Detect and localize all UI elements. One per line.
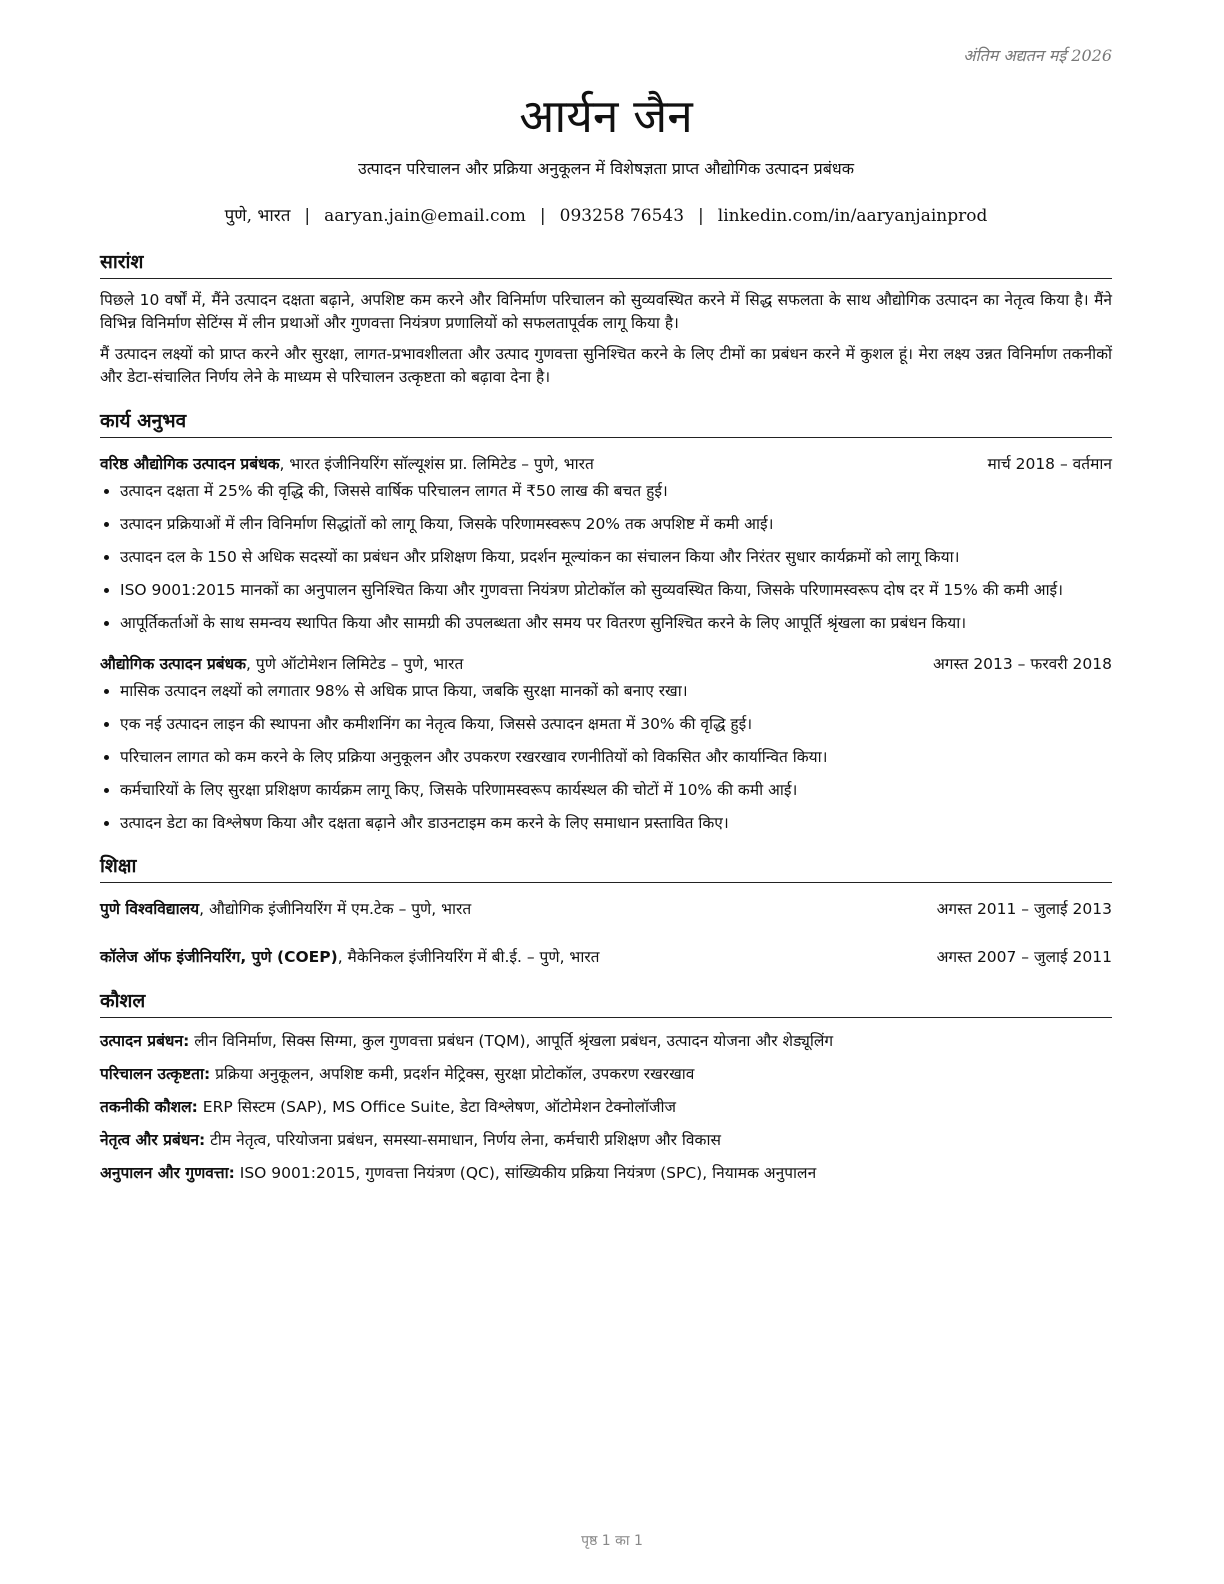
education-heading: शिक्षा — [100, 852, 1112, 883]
job-header — [100, 452, 1112, 476]
education-institution: पुणे विश्वविद्यालय — [100, 900, 200, 918]
education-detail: , मैकेनिकल इंजीनियरिंग में बी.ई. – पुणे, भारत — [337, 948, 600, 966]
skill-line — [100, 1096, 1112, 1119]
skill-line — [100, 1129, 1112, 1152]
skills-list — [100, 1030, 1112, 1185]
skill-value: ISO 9001:2015, गुणवत्ता नियंत्रण (QC), सांख्यिकीय प्रक्रिया नियंत्रण (SPC), नियामक अनुपालन — [234, 1164, 817, 1182]
list-item: • आपूर्तिकर्ताओं के साथ समन्वय स्थापित किया और सामग्री की उपलब्धता और समय पर वितरण सुनिश्चित करने के लिए आपूर्ति श्रृंखला का प्रबंधन किया। — [120, 612, 1112, 634]
list-item: • उत्पादन दल के 150 से अधिक सदस्यों का प्रबंधन और प्रशिक्षण किया, प्रदर्शन मूल्यांकन का संचालन किया और निरंतर सुधार कार्यक्रमों को लागू किया। — [120, 546, 1112, 568]
list-item: • मासिक उत्पादन लक्ष्यों को लगातार 98% से अधिक प्राप्त किया, जबकि सुरक्षा मानकों को बनाए रखा। — [120, 680, 1112, 702]
job-header — [100, 652, 1112, 676]
contact-separator: | — [698, 206, 704, 226]
list-item: • उत्पादन डेटा का विश्लेषण किया और दक्षता बढ़ाने और डाउनटाइम कम करने के लिए समाधान प्रस्तावित किए। — [120, 812, 1112, 834]
list-item: • एक नई उत्पादन लाइन की स्थापना और कमीशनिंग का नेतृत्व किया, जिससे उत्पादन क्षमता में 30% की वृद्धि हुई। — [120, 713, 1112, 735]
job-dates: मार्च 2018 – वर्तमान — [987, 455, 1112, 473]
list-item: • उत्पादन दक्षता में 25% की वृद्धि की, जिससे वार्षिक परिचालन लागत में ₹50 लाख की बचत हुई। — [120, 480, 1112, 502]
education-institution: कॉलेज ऑफ इंजीनियरिंग, पुणे (COEP) — [100, 948, 338, 966]
list-item: • कर्मचारियों के लिए सुरक्षा प्रशिक्षण कार्यक्रम लागू किए, जिसके परिणामस्वरूप कार्यस्थल की चोटों में 10% की कमी आई। — [120, 779, 1112, 801]
skill-label: तकनीकी कौशल: — [100, 1098, 198, 1116]
skills-heading: कौशल — [100, 987, 1112, 1018]
skill-line — [100, 1063, 1112, 1086]
page-number: पृष्ठ 1 का 1 — [581, 1533, 643, 1549]
skill-line — [100, 1030, 1112, 1053]
contact-separator: | — [304, 206, 311, 226]
skill-label: उत्पादन प्रबंधन: — [100, 1032, 190, 1050]
job-bullets — [100, 680, 1112, 834]
list-item: • परिचालन लागत को कम करने के लिए प्रक्रिया अनुकूलन और उपकरण रखरखाव रणनीतियों को विकसित और कार्यान्वित किया। — [120, 746, 1112, 768]
job-company: , पुणे ऑटोमेशन लिमिटेड – पुणे, भारत — [246, 655, 464, 673]
job-company: , भारत इंजीनियरिंग सॉल्यूशंस प्रा. लिमिटेड – पुणे, भारत — [279, 455, 594, 473]
job-title-line — [100, 652, 463, 676]
contact-email[interactable]: aaryan.jain@email.com — [324, 206, 526, 226]
education-item — [100, 945, 1112, 969]
skill-label: अनुपालन और गुणवत्ता: — [100, 1164, 235, 1182]
contact-separator: | — [539, 206, 546, 226]
job-role: वरिष्ठ औद्योगिक उत्पादन प्रबंधक — [100, 455, 280, 473]
skill-value: लीन विनिर्माण, सिक्स सिग्मा, कुल गुणवत्ता प्रबंधन (TQM), आपूर्ति श्रृंखला प्रबंधन, उत्पादन योजना और शेड्यूलिंग — [189, 1032, 834, 1050]
contact-phone[interactable]: 093258 76543 — [559, 206, 685, 226]
job-bullets — [100, 480, 1112, 634]
education-dates: अगस्त 2011 – जुलाई 2013 — [936, 900, 1112, 918]
skill-value: प्रक्रिया अनुकूलन, अपशिष्ट कमी, प्रदर्शन मेट्रिक्स, सुरक्षा प्रोटोकॉल, उपकरण रखरखाव — [210, 1065, 695, 1083]
job-role: औद्योगिक उत्पादन प्रबंधक — [100, 655, 247, 673]
education-detail: , औद्योगिक इंजीनियरिंग में एम.टेक – पुणे, भारत — [199, 900, 472, 918]
skill-value: टीम नेतृत्व, परियोजना प्रबंधन, समस्या-समाधान, निर्णय लेना, कर्मचारी प्रशिक्षण और विकास — [205, 1131, 721, 1149]
skill-value: ERP सिस्टम (SAP), MS Office Suite, डेटा विश्लेषण, ऑटोमेशन टेक्नोलॉजीज — [197, 1098, 676, 1116]
summary-paragraph: पिछले 10 वर्षों में, मैंने उत्पादन दक्षता बढ़ाने, अपशिष्ट कम करने और विनिर्माण परिचालन को सुव्यवस्थित करने में सिद्ध सफलता के साथ औद्योगिक उत्पादन का नेतृत्व किया है। मैंने विभिन्न विनिर्माण सेटिंग्स में लीन प्रथाओं और गुणवत्ता नियंत्रण प्रणालियों को सफलतापूर्वक लागू किया है। — [100, 291, 1112, 332]
skill-label: परिचालन उत्कृष्टता: — [100, 1065, 211, 1083]
contact-location: पुणे, भारत — [224, 206, 291, 226]
education-line — [100, 945, 600, 969]
experience-heading: कार्य अनुभव — [100, 407, 1112, 438]
education-line — [100, 897, 471, 921]
summary-heading: सारांश — [100, 248, 1112, 279]
job-title-line — [100, 452, 594, 476]
list-item: • उत्पादन प्रक्रियाओं में लीन विनिर्माण सिद्धांतों को लागू किया, जिसके परिणामस्वरूप 20% तक अपशिष्ट में कमी आई। — [120, 513, 1112, 535]
skill-line — [100, 1162, 1112, 1185]
candidate-name: आर्यन जैन — [519, 89, 693, 143]
contact-linkedin[interactable]: linkedin.com/in/aaryanjainprod — [717, 206, 988, 226]
job-dates: अगस्त 2013 – फरवरी 2018 — [932, 655, 1112, 673]
list-item: • ISO 9001:2015 मानकों का अनुपालन सुनिश्चित किया और गुणवत्ता नियंत्रण प्रोटोकॉल को सुव्यवस्थित किया, जिसके परिणामस्वरूप दोष दर में 15% की कमी आई। — [120, 579, 1112, 601]
education-item — [100, 897, 1112, 921]
education-dates: अगस्त 2007 – जुलाई 2011 — [936, 948, 1112, 966]
skill-label: नेतृत्व और प्रबंधन: — [100, 1131, 206, 1149]
contact-line — [100, 202, 1112, 230]
last-updated: अंतिम अद्यतन मई 2026 — [963, 46, 1112, 65]
tagline: उत्पादन परिचालन और प्रक्रिया अनुकूलन में विशेषज्ञता प्राप्त औद्योगिक उत्पादन प्रबंधक — [357, 159, 855, 178]
summary-paragraph: मैं उत्पादन लक्ष्यों को प्राप्त करने और सुरक्षा, लागत-प्रभावशीलता और उत्पाद गुणवत्ता सुनिश्चित करने के लिए टीमों का प्रबंधन करने में कुशल हूं। मेरा लक्ष्य उन्नत विनिर्माण तकनीकों और डेटा-संचालित निर्णय लेने के माध्यम से परिचालन उत्कृष्टता को बढ़ावा देना है। — [100, 345, 1112, 386]
